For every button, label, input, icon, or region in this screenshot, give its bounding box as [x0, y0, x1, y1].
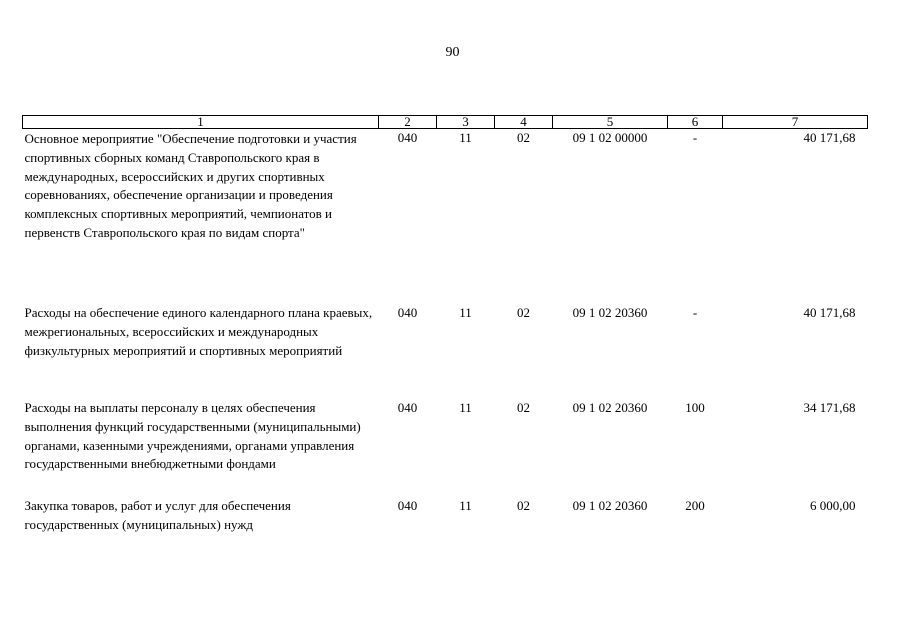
- header-col-4: 4: [495, 116, 553, 129]
- row-expense-type: -: [692, 130, 698, 145]
- header-col-7: 7: [723, 116, 868, 129]
- row-name: Расходы на обеспечение единого календарного плана краевых, межрегиональных, всероссийских и международных физкультурных мероприятий и спортивных мероприятий: [24, 305, 373, 358]
- row-target-article: 09 1 02 20360: [572, 305, 648, 320]
- row-target-article: 09 1 02 20360: [572, 498, 648, 513]
- header-col-5: 5: [553, 116, 668, 129]
- table-row: [23, 497, 868, 537]
- header-col-2: 2: [379, 116, 437, 129]
- row-ministry: 040: [397, 130, 418, 145]
- row-section: 11: [459, 130, 472, 145]
- row-name: Закупка товаров, работ и услуг для обеспечения государственных (муниципальных) нужд: [24, 498, 291, 532]
- row-amount: 34 171,68: [803, 400, 856, 415]
- header-col-6: 6: [668, 116, 723, 129]
- row-name: Расходы на выплаты персоналу в целях обеспечения выполнения функций государственными (муниципальными) органами, казенными учреждениями, органами управления государственными внебюджетными фондами: [24, 400, 361, 472]
- row-subsection: 02: [517, 305, 530, 320]
- row-subsection: 02: [517, 130, 530, 145]
- row-ministry: 040: [397, 305, 418, 320]
- row-expense-type: 100: [685, 400, 705, 415]
- row-section: 11: [459, 305, 472, 320]
- row-expense-type: 200: [685, 498, 705, 513]
- header-col-1: 1: [23, 116, 379, 129]
- row-subsection: 02: [517, 400, 530, 415]
- row-section: 11: [459, 498, 472, 513]
- table-row: [23, 304, 868, 399]
- table-row: [23, 399, 868, 497]
- page-number: 90: [445, 45, 460, 60]
- row-name: Основное мероприятие "Обеспечение подготовки и участия спортивных сборных команд Ставропольского края в международных, всероссийских и других спортивных соревнованиях, обеспечение организации и проведения комплексных спортивных мероприятий, чемпионатов и первенств Ставропольского края по видам спорта": [24, 131, 357, 240]
- row-expense-type: -: [692, 305, 698, 320]
- table-body: [23, 129, 868, 538]
- table-header: [23, 116, 868, 129]
- row-amount: 40 171,68: [803, 305, 856, 320]
- row-target-article: 09 1 02 00000: [572, 130, 648, 145]
- row-ministry: 040: [397, 498, 418, 513]
- row-section: 11: [459, 400, 472, 415]
- row-subsection: 02: [517, 498, 530, 513]
- header-row: [23, 116, 868, 129]
- table-row: [23, 129, 868, 305]
- row-target-article: 09 1 02 20360: [572, 400, 648, 415]
- row-ministry: 040: [397, 400, 418, 415]
- row-amount: 40 171,68: [803, 130, 856, 145]
- header-col-3: 3: [437, 116, 495, 129]
- budget-table: [22, 115, 868, 537]
- row-amount: 6 000,00: [810, 498, 856, 513]
